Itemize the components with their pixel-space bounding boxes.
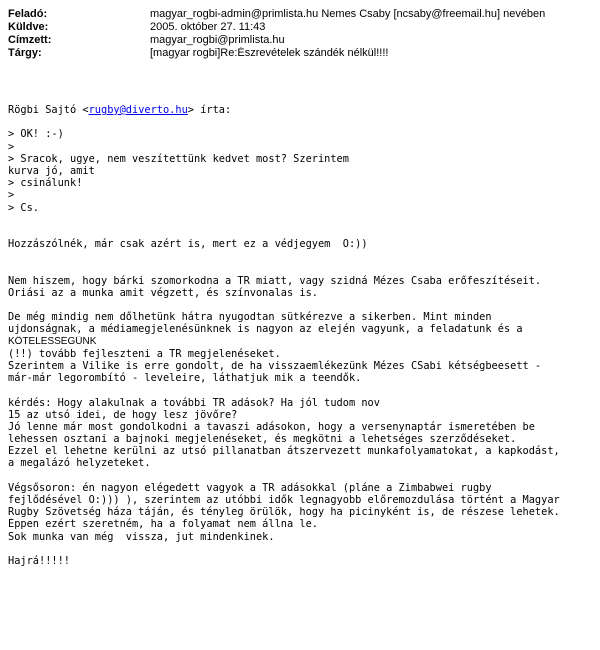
attribution-email-link[interactable]: rugby@diverto.hu bbox=[88, 104, 188, 116]
quote-line: > Cs. bbox=[8, 201, 39, 214]
paragraph-line: Ezzel el lehetne kerülni az utsó pillanatban átszervezett munkafolyamatokat, a kapkodást, bbox=[8, 445, 560, 458]
from-label: Feladó: bbox=[8, 8, 48, 20]
closing-line: Hajrá!!!!! bbox=[8, 554, 70, 567]
paragraph-line: (!!) tovább fejleszteni a TR megjelenéseket. bbox=[8, 347, 281, 360]
paragraph-line: fejlődésével O:))) ), szerintem az utóbbi idők legnagyobb előremozdulása történt a Magyar bbox=[8, 494, 560, 506]
sent-value: 2005. október 27. 11:43 bbox=[150, 21, 266, 33]
paragraph-line: a megalázó helyzeteket. bbox=[8, 457, 151, 470]
paragraph-line: Rugby Szövetség háza táján, és tényleg örülök, hogy ha picinyként is, de részese lehetek. bbox=[8, 506, 560, 519]
paragraph-line: Jó lenne már most gondolkodni a tavaszi adásokon, hogy a versenynaptár ismeretében be bbox=[8, 420, 535, 433]
to-label: Címzett: bbox=[8, 34, 52, 46]
attribution-suffix: > írta: bbox=[187, 104, 232, 116]
paragraph-line: ujdonságnak, a médiamegjelenésünknek is nagyon az elején vagyunk, a feladatunk és a bbox=[8, 323, 523, 336]
from-value: magyar_rogbi-admin@primlista.hu Nemes Csaby [ncsaby@freemail.hu] nevében bbox=[150, 8, 546, 20]
subject-row bbox=[8, 47, 596, 60]
paragraph-line: Végsősoron: én nagyon elégedett vagyok a TR adásokkal (pláne a Zimbabwei rugby bbox=[8, 481, 492, 494]
paragraph-line: Oriási az a munka amit végzett, és színvonalas is. bbox=[8, 286, 318, 299]
paragraph-line: kérdés: Hogy alakulnak a további TR adások? Ha jól tudom nov bbox=[8, 396, 380, 409]
quote-line: > bbox=[8, 140, 15, 153]
paragraph-line: KÖTELESSÉGÜNK bbox=[8, 335, 97, 347]
paragraph-line: lehessen osztani a bajnoki megjelenéseket, és megkötni a lehetséges szerződéseket. bbox=[8, 433, 517, 446]
email-header bbox=[8, 8, 596, 60]
attribution-prefix: Rögbi Sajtó < bbox=[8, 104, 89, 116]
email-body bbox=[8, 104, 598, 567]
to-row bbox=[8, 34, 596, 47]
quote-line: kurva jó, amit bbox=[8, 164, 95, 177]
paragraph-line: Nem hiszem, hogy bárki szomorkodna a TR miatt, vagy szidná Mézes Csaba erőfeszítéseit. bbox=[8, 274, 542, 287]
paragraph-line: már-már legorombító - leveleire, láthatjuk mik a teendők. bbox=[8, 372, 362, 385]
paragraph-line: Éppen ezért szeretném, ha a folyamat nem állna le. bbox=[8, 518, 318, 531]
paragraph-line: 15 az utsó idei, de hogy lesz jövőre? bbox=[8, 408, 238, 421]
sent-row bbox=[8, 21, 596, 34]
subject-label: Tárgy: bbox=[8, 47, 42, 59]
quote-line: > csinálunk! bbox=[8, 177, 83, 190]
to-value: magyar_rogbi@primlista.hu bbox=[150, 34, 285, 46]
quote-line: > bbox=[8, 189, 15, 202]
quote-line: > Sracok, ugye, nem veszítettünk kedvet most? Szerintem bbox=[8, 152, 349, 165]
attribution-line bbox=[8, 104, 598, 116]
sent-label: Küldve: bbox=[8, 21, 49, 33]
paragraph-line: Szerintem a Vilike is erre gondolt, de ha visszaemlékezünk Mézes CSabi kétségbeesett - bbox=[8, 359, 542, 372]
subject-value: [magyar rogbi]Re:Észrevételek szándék nélkül!!!! bbox=[150, 47, 389, 59]
from-row bbox=[8, 8, 596, 21]
paragraph-line: De még mindig nem dőlhetünk hátra nyugodtan sütkérezve a sikerben. Mint minden bbox=[8, 311, 492, 324]
paragraph-line: Hozzászólnék, már csak azért is, mert ez a védjegyem O:)) bbox=[8, 238, 368, 251]
quote-line: > OK! :-) bbox=[8, 128, 64, 141]
paragraph-line: Sok munka van még vissza, jut mindenkinek. bbox=[8, 530, 275, 543]
